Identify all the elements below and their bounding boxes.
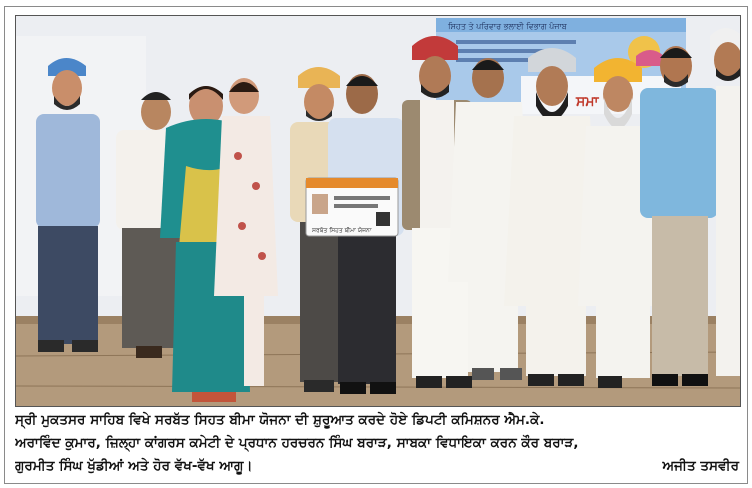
health-insurance-card bbox=[306, 178, 398, 236]
caption-line-3-text: ਗੁਰਮੀਤ ਸਿੰਘ ਖੁੱਡੀਆਂ ਅਤੇ ਹੋਰ ਵੱਖ-ਵੱਖ ਆਗੂ। bbox=[15, 459, 253, 474]
photo-caption bbox=[15, 409, 743, 478]
photo-credit: ਅਜੀਤ ਤਸਵੀਰ bbox=[662, 459, 739, 474]
photo-illustration bbox=[16, 16, 741, 407]
news-photo bbox=[15, 15, 741, 407]
caption-line-1: ਸ੍ਰੀ ਮੁਕਤਸਰ ਸਾਹਿਬ ਵਿਖੇ ਸਰਬੱਤ ਸਿਹਤ ਬੀਮਾ ਯੋਜਨਾ ਦੀ ਸ਼ੁਰੂਆਤ ਕਰਦੇ ਹੋਏ ਡਿਪਟੀ ਕਮਿਸ਼ਨਰ ਐਮ.ਕੇ. bbox=[15, 413, 545, 428]
news-clipping bbox=[4, 6, 748, 484]
banner-partial-text: ਸਮਾ bbox=[576, 94, 599, 110]
banner-title: ਸਿਹਤ ਤੇ ਪਰਿਵਾਰ ਭਲਾਈ ਵਿਭਾਗ ਪੰਜਾਬ bbox=[448, 22, 567, 31]
card-label: ਸਰਬੱਤ ਸਿਹਤ ਬੀਮਾ ਯੋਜਨਾ bbox=[312, 227, 372, 234]
caption-line-3 bbox=[15, 455, 743, 478]
caption-line-2: ਅਰਾਵਿੰਦ ਕੁਮਾਰ, ਜ਼ਿਲ੍ਹਾ ਕਾਂਗਰਸ ਕਮੇਟੀ ਦੇ ਪ੍ਰਧਾਨ ਹਰਚਰਨ ਸਿੰਘ ਬਰਾੜ, ਸਾਬਕਾ ਵਿਧਾਇਕਾ ਕਰਨ ਕੌਰ ਬਰਾੜ, bbox=[15, 436, 579, 451]
